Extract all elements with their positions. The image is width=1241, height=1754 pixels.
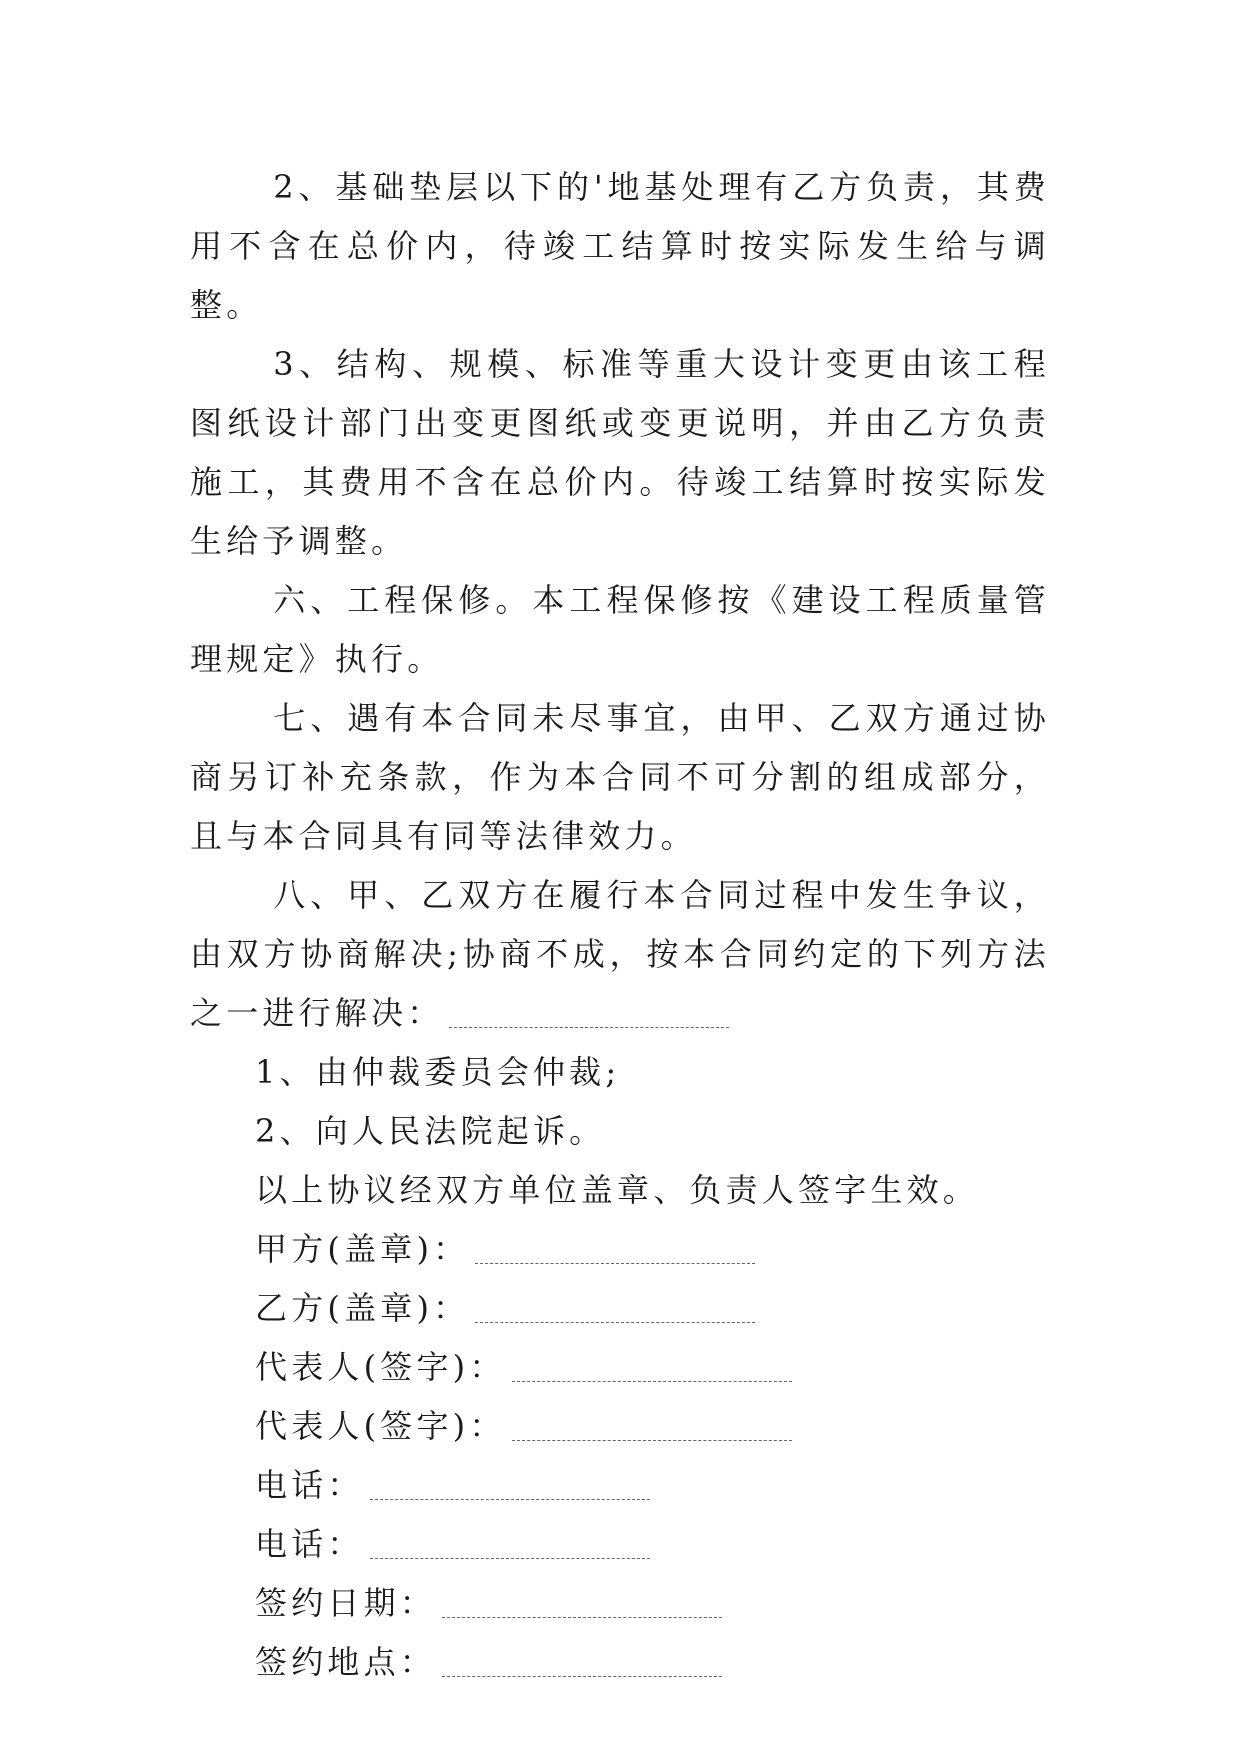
sign-place-row xyxy=(190,1633,1050,1692)
representative-b-label: 代表人(签字)： xyxy=(255,1407,506,1445)
contract-page xyxy=(190,158,1050,1692)
phone-a-blank[interactable] xyxy=(370,1463,650,1500)
representative-a-row xyxy=(190,1338,1050,1397)
clause-foundation: 2、基础垫层以下的'地基处理有乙方负责，其费用不含在总价内，待竣工结算时按实际发生给与调整。 xyxy=(190,168,1050,324)
option-arbitration: 1、由仲裁委员会仲裁; xyxy=(255,1053,621,1091)
sign-place-label: 签约地点： xyxy=(255,1643,437,1681)
party-b-seal-label: 乙方(盖章)： xyxy=(255,1289,470,1327)
phone-b-blank[interactable] xyxy=(370,1522,650,1559)
phone-a-row xyxy=(190,1456,1050,1515)
phone-b-row xyxy=(190,1515,1050,1574)
sign-date-label: 签约日期： xyxy=(255,1584,437,1622)
dispute-method-blank[interactable] xyxy=(449,991,729,1028)
party-a-seal-label: 甲方(盖章)： xyxy=(255,1230,470,1268)
representative-a-label: 代表人(签字)： xyxy=(255,1348,506,1386)
party-b-seal-row xyxy=(190,1279,1050,1338)
representative-a-blank[interactable] xyxy=(512,1345,792,1382)
party-a-seal-row xyxy=(190,1220,1050,1279)
party-b-seal-blank[interactable] xyxy=(475,1286,755,1323)
sign-date-row xyxy=(190,1574,1050,1633)
closing-statement: 以上协议经双方单位盖章、负责人签字生效。 xyxy=(255,1171,980,1209)
party-a-seal-blank[interactable] xyxy=(475,1227,755,1264)
representative-b-row xyxy=(190,1397,1050,1456)
option-lawsuit: 2、向人民法院起诉。 xyxy=(255,1112,606,1150)
clause-dispute-text: 八、甲、乙双方在履行本合同过程中发生争议，由双方协商解决;协商不成，按本合同约定的下列方法之一进行解决： xyxy=(190,876,1050,1032)
sign-date-blank[interactable] xyxy=(442,1581,722,1618)
clause-design-change: 3、结构、规模、标准等重大设计变更由该工程图纸设计部门出变更图纸或变更说明，并由乙方负责施工，其费用不含在总价内。待竣工结算时按实际发生给予调整。 xyxy=(190,345,1050,560)
clause-supplementary: 七、遇有本合同未尽事宜，由甲、乙双方通过协商另订补充条款，作为本合同不可分割的组成部分，且与本合同具有同等法律效力。 xyxy=(190,699,1050,855)
sign-place-blank[interactable] xyxy=(442,1640,722,1677)
clause-warranty: 六、工程保修。本工程保修按《建设工程质量管理规定》执行。 xyxy=(190,581,1050,678)
phone-b-label: 电话： xyxy=(255,1525,364,1563)
phone-a-label: 电话： xyxy=(255,1466,364,1504)
representative-b-blank[interactable] xyxy=(512,1404,792,1441)
clause-dispute xyxy=(190,866,1050,1043)
